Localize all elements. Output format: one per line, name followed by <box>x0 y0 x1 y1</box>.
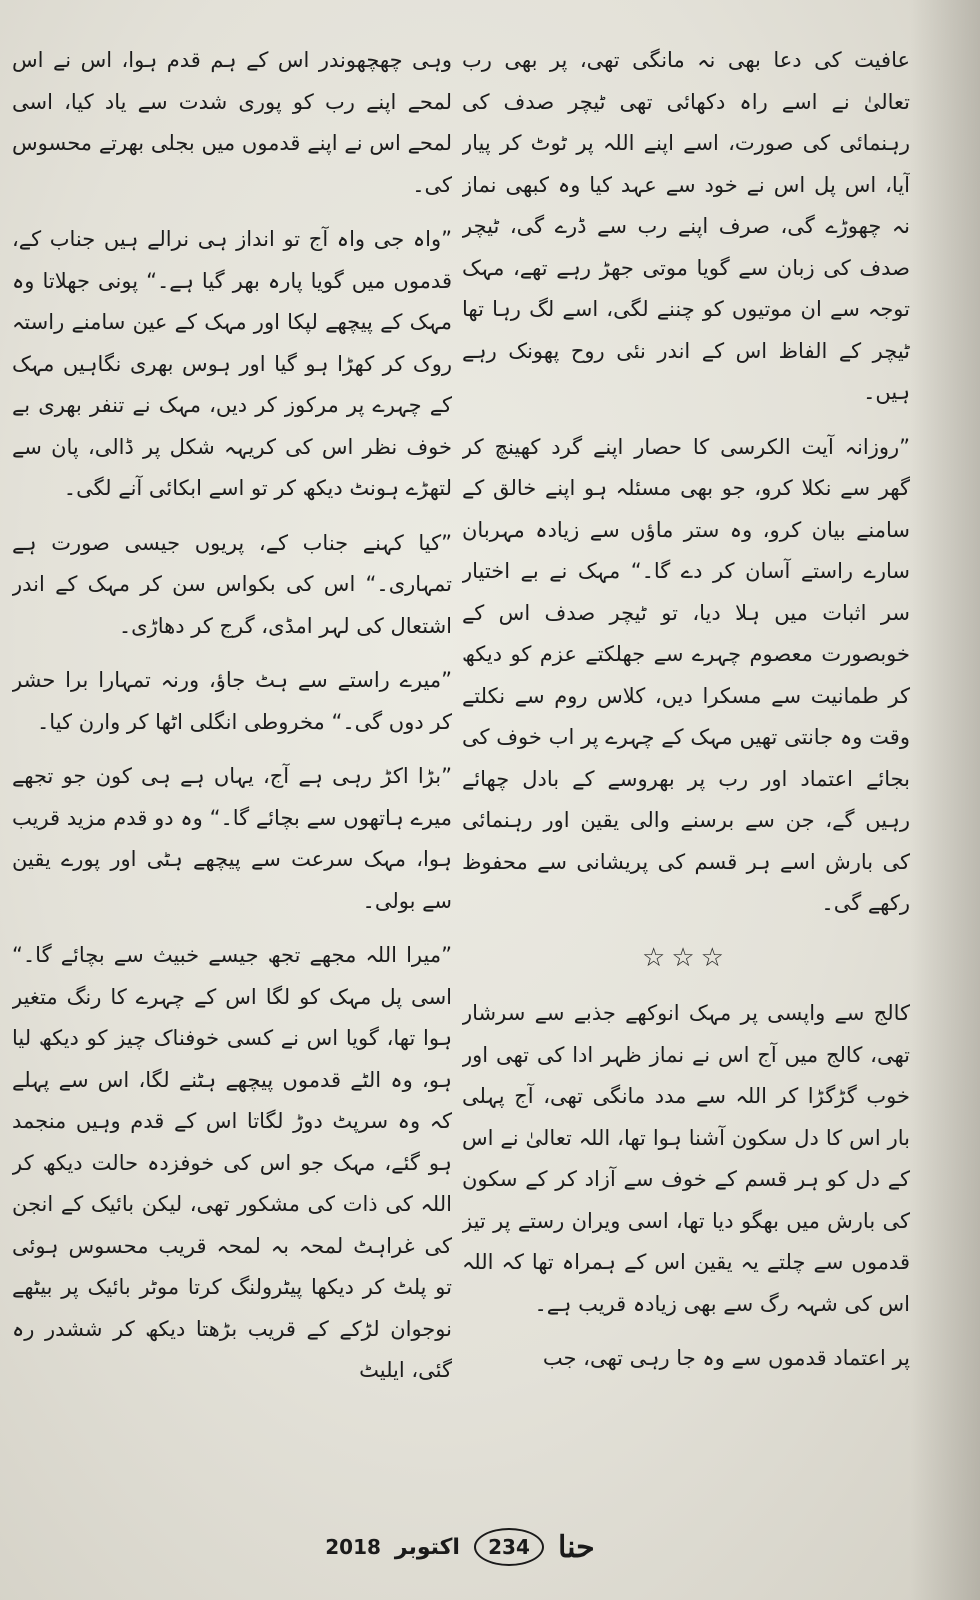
paragraph: پر اعتماد قدموں سے وہ جا رہی تھی، جب <box>542 1346 910 1370</box>
left-column <box>12 40 452 1480</box>
page-number: 234 <box>474 1528 544 1566</box>
magazine-logo: حنا <box>557 1529 595 1565</box>
page-footer <box>300 1524 620 1570</box>
paragraph: ”بڑا اکڑ رہی ہے آج، یہاں ہے ہی کون جو تجھے میرے ہاتھوں سے بچائے گا۔“ وہ دو قدم مزید قریب ہوا، مہک سرعت سے پیچھے ہٹی اور پورے یقین سے بولی۔ <box>12 764 452 913</box>
paragraph: وہی چھچھوندر اس کے ہم قدم ہوا، اس نے اس لمحے اپنے رب کو پوری شدت سے یاد کیا، اسی لمحے اس نے اپنے قدموں میں بجلی بھرتے محسوس کی۔ <box>12 48 452 197</box>
footer-month: اکتوبر <box>394 1534 460 1560</box>
paragraph: ”کیا کہنے جناب کے، پریوں جیسی صورت ہے تمہاری۔“ اس کی بکواس سن کر مہک کے اندر اشتعال کی لہر امڈی، گرج کر دھاڑی۔ <box>12 530 452 638</box>
paragraph: عافیت کی دعا بھی نہ مانگی تھی، پر بھی رب تعالیٰ نے اسے راہ دکھائی تھی ٹیچر صدف کی رہنمائی کی صورت، اسے اپنے اللہ پر ٹوٹ کر پیار آیا، اس پل اس نے خود سے عہد کیا وہ کبھی نماز نہ چھوڑے گی، صرف اپنے رب سے ڈرے گی، ٹیچر صدف کی زبان سے گویا موتی جھڑ رہے تھے، مہک توجہ سے ان موتیوں کو چننے لگی، اسے لگ رہا تھا ٹیچر کے الفاظ اس کے اندر نئی روح پھونک رہے ہیں۔ <box>462 48 910 404</box>
paragraph: ”روزانہ آیت الکرسی کا حصار اپنے گرد کھینچ کر گھر سے نکلا کرو، جو بھی مسئلہ ہو اپنے خالق کے سامنے بیان کرو، وہ ستر ماؤں سے زیادہ مہربان سارے راستے آسان کر دے گا۔“ مہک نے بے اختیار سر اثبات میں ہلا دیا، تو ٹیچر صدف اس کے خوبصورت معصوم چہرے سے جھلکتے عزم کو دیکھ کر طمانیت سے مسکرا دیں، کلاس روم سے نکلتے وقت وہ جانتی تھیں مہک کے چہرے پر اب خوف کی بجائے اعتماد اور رب پر بھروسے کے بادل چھائے رہیں گے، جن سے برسنے والی یقین اور رہنمائی کی بارش اسے ہر قسم کی پریشانی سے محفوظ رکھے گی۔ <box>462 434 910 915</box>
footer-year: 2018 <box>325 1535 381 1559</box>
paragraph: ”میرے راستے سے ہٹ جاؤ، ورنہ تمہارا برا حشر کر دوں گی۔“ مخروطی انگلی اٹھا کر وارن کیا۔ <box>12 668 452 734</box>
paragraph: ”میرا اللہ مجھے تجھ جیسے خبیث سے بچائے گا۔“ اسی پل مہک کو لگا اس کے چہرے کا رنگ متغیر ہوا تھا، گویا اس نے کسی خوفناک چیز کو دیکھ لیا ہو، وہ الٹے قدموں پیچھے ہٹنے لگا، اس سے پہلے کہ وہ سرپٹ دوڑ لگاتا اس کے قدم وہیں منجمد ہو گئے، مہک جو اس کی خوفزدہ حالت دیکھ کر اللہ کی ذات کی مشکور تھی، لیکن بائیک کے انجن کی غراہٹ لمحہ بہ لمحہ قریب محسوس ہوئی تو پلٹ کر دیکھا پیٹرولنگ کرتا موٹر بائیک پر بیٹھے نوجوان لڑکے کے قریب بڑھتا دیکھ کر ششدر رہ گئی، ایلیٹ <box>12 943 452 1382</box>
paragraph: کالج سے واپسی پر مہک انوکھے جذبے سے سرشار تھی، کالج میں آج اس نے نماز ظہر ادا کی تھی اور خوب گڑگڑا کر اللہ سے مدد مانگی تھی، آج پہلی بار اس کا دل سکون آشنا ہوا تھا، اللہ تعالیٰ نے اس کے دل کو ہر قسم کے خوف سے آزاد کر کے سکون کی بارش میں بھگو دیا تھا، اسی ویران رستے پر تیز قدموں سے چلتے یہ یقین اس کے ہمراہ تھا کہ اللہ اس کی شہہ رگ سے بھی زیادہ قریب ہے۔ <box>462 1001 910 1316</box>
right-column <box>462 40 910 1480</box>
section-separator: ☆☆☆ <box>642 942 730 973</box>
page-shadow <box>910 0 980 1600</box>
paragraph: ”واہ جی واہ آج تو انداز ہی نرالے ہیں جناب کے، قدموں میں گویا پارہ بھر گیا ہے۔“ پونی جھلاتا وہ مہک کے پیچھے لپکا اور مہک کے عین سامنے راستہ روک کر کھڑا ہو گیا اور ہوس بھری نگاہیں مہک کے چہرے پر مرکوز کر دیں، مہک نے تنفر بھری بے خوف نظر اس کی کریہہ شکل پر ڈالی، پان سے لتھڑے ہونٹ دیکھ کر تو اسے ابکائی آنے لگی۔ <box>12 227 452 500</box>
